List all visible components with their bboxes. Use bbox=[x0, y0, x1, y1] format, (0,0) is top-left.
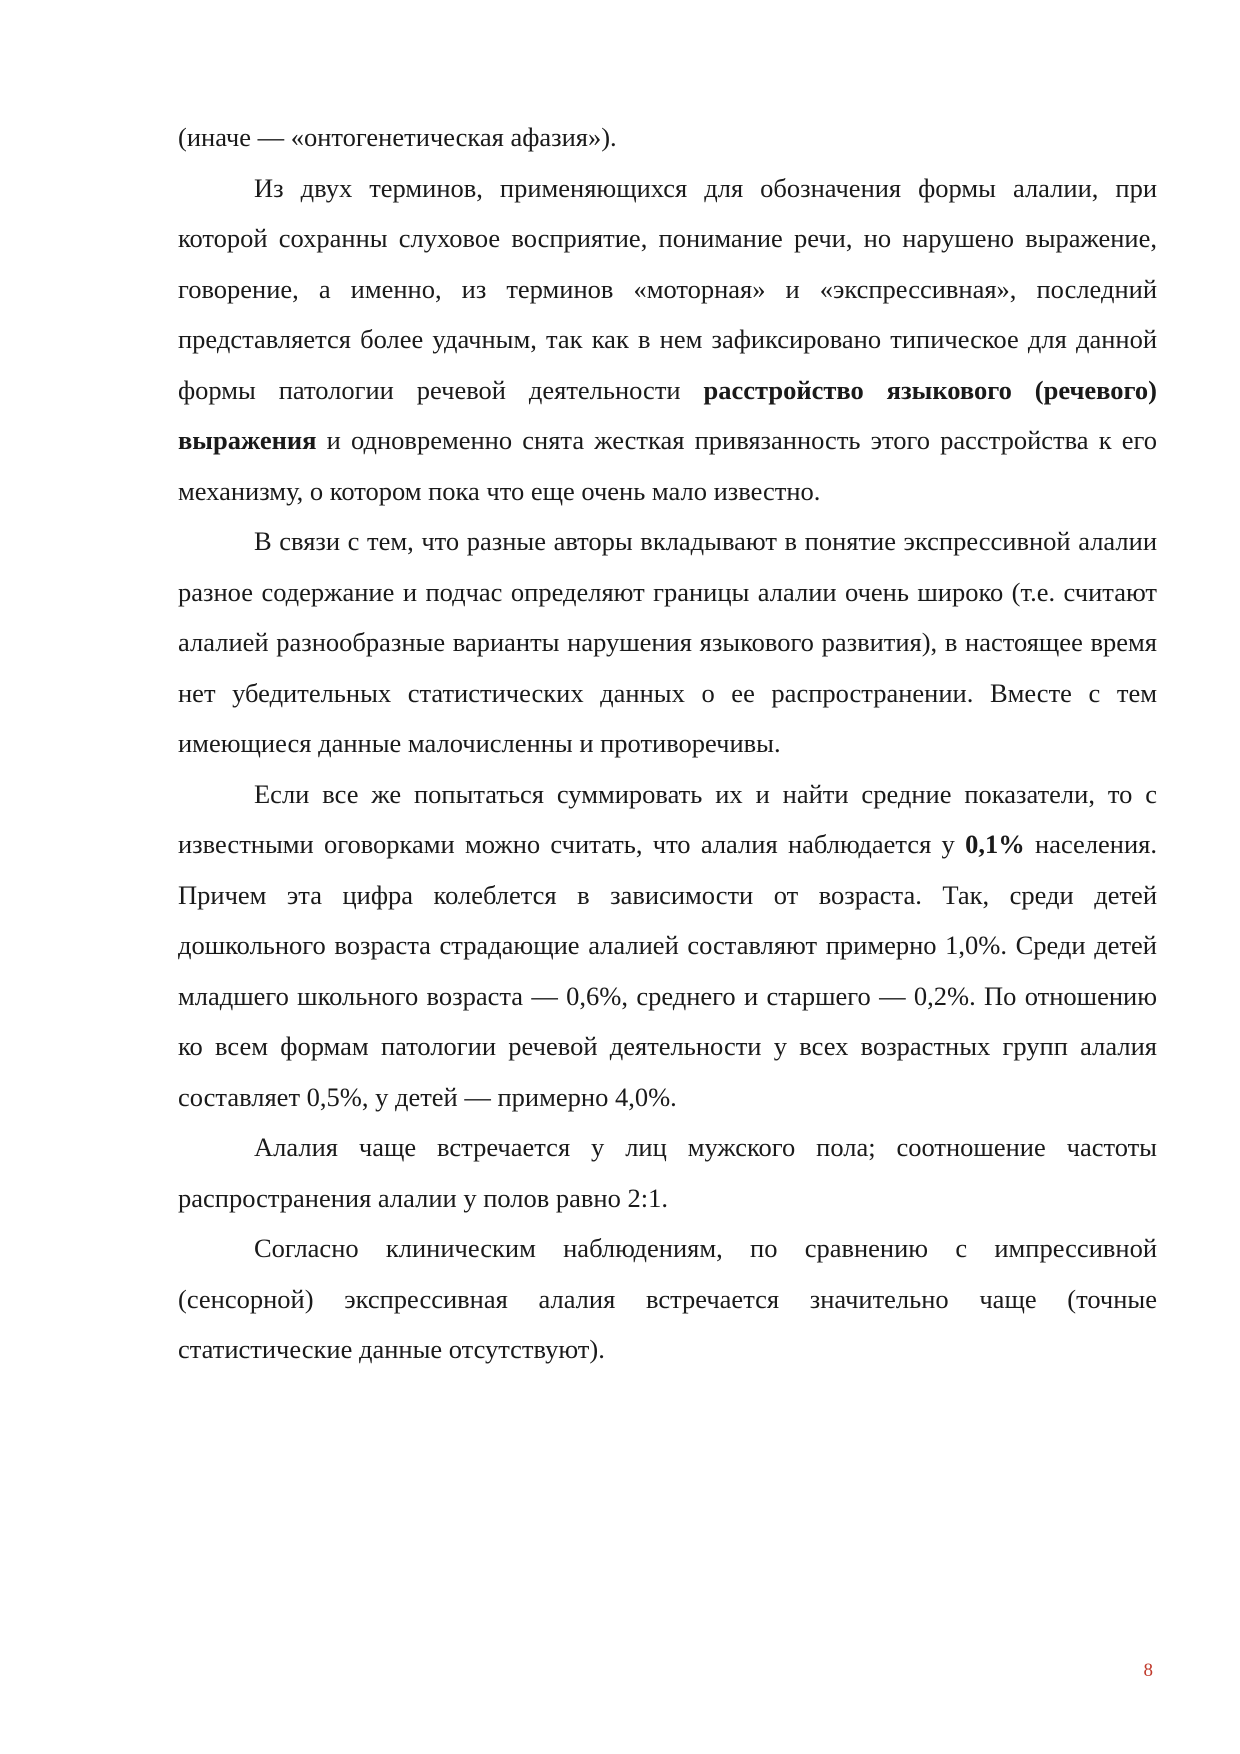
paragraph-text: Согласно клиническим наблюдениям, по сравнению с импрессивной (сенсорной) экспрессивная алалия встречается значительно чаще (точные статистические данные отсутствуют). bbox=[178, 1233, 1157, 1364]
paragraph bbox=[178, 516, 1157, 769]
paragraph-text: (иначе — «онтогенетическая афазия»). bbox=[178, 122, 617, 152]
paragraph-text: В связи с тем, что разные авторы вкладывают в понятие экспрессивной алалии разное содержание и подчас определяют границы алалии очень широко (т.е. считают алалией разнообразные варианты нарушения языкового развития), в настоящее время нет убедительных статистических данных о ее распространении. Вместе с тем имеющиеся данные малочисленны и противоречивы. bbox=[178, 526, 1157, 758]
paragraph bbox=[178, 1122, 1157, 1223]
paragraph bbox=[178, 112, 1157, 163]
paragraph bbox=[178, 769, 1157, 1123]
paragraph-text: Если все же попытаться суммировать их и найти средние показатели, то с известными оговорками можно считать, что алалия наблюдается у bbox=[178, 778, 1157, 859]
page-number: 8 bbox=[1143, 1660, 1153, 1681]
paragraph-text: Из двух терминов, применяющихся для обозначения формы алалии, при которой сохранны слуховое восприятие, понимание речи, но нарушено выражение, говорение, а именно, из терминов «моторная» и «экспрессивная», последний представляется более удачным, так как в нем зафиксировано типическое для данной формы патологии речевой деятельности bbox=[178, 172, 1157, 405]
paragraph-text: Алалия чаще встречается у лиц мужского пола; соотношение частоты распространения алалии у полов равно 2:1. bbox=[178, 1132, 1157, 1213]
page-body bbox=[178, 112, 1157, 1375]
paragraph-text: и одновременно снята жесткая привязанность этого расстройства к его механизму, о котором пока что еще очень мало известно. bbox=[178, 425, 1157, 506]
bold-term: расстройство языкового (речевого) выражения bbox=[178, 374, 1157, 455]
bold-statistic: 0,1% bbox=[965, 829, 1025, 859]
paragraph bbox=[178, 1223, 1157, 1375]
paragraph-text: населения. Причем эта цифра колеблется в зависимости от возраста. Так, среди детей дошкольного возраста страдающие алалией составляют примерно 1,0%. Среди детей младшего школьного возраста — 0,6%, среднего и старшего — 0,2%. По отношению ко всем формам патологии речевой деятельности у всех возрастных групп алалия составляет 0,5%, у детей — примерно 4,0%. bbox=[178, 829, 1157, 1112]
paragraph bbox=[178, 163, 1157, 517]
